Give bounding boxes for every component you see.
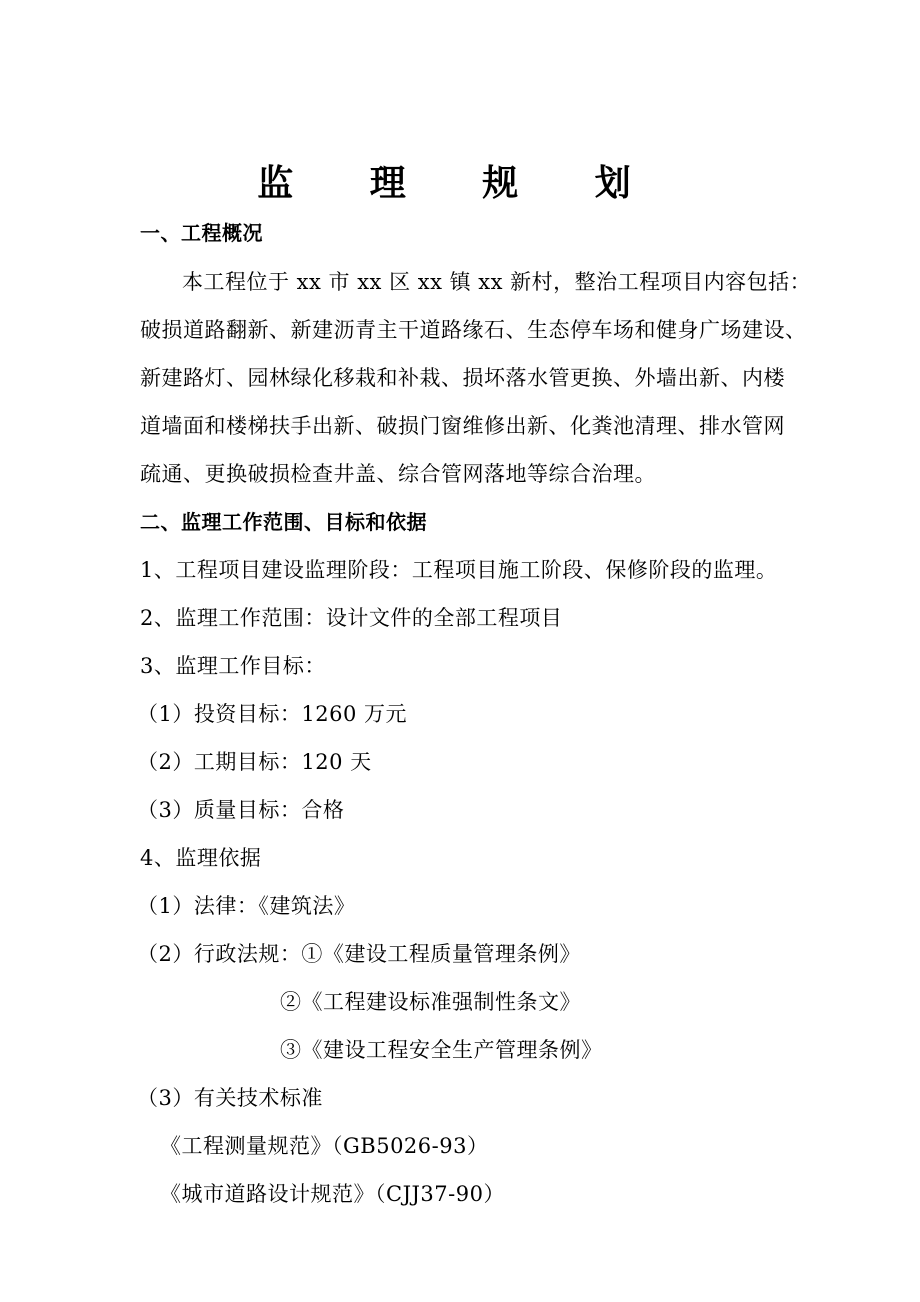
paragraph-line: 道墙面和楼梯扶手出新、破损门窗维修出新、化粪池清理、排水管网 xyxy=(140,414,785,438)
section-heading-scope: 二、监理工作范围、目标和依据 xyxy=(140,510,427,534)
paragraph-line: 破损道路翻新、新建沥青主干道路缘石、生态停车场和健身广场建设、 xyxy=(140,318,807,342)
list-item: 2、监理工作范围：设计文件的全部工程项目 xyxy=(140,606,563,630)
list-item: 4、监理依据 xyxy=(140,846,262,870)
goal-item-schedule: （2）工期目标：120 天 xyxy=(137,750,372,774)
goal-item-quality: （3）质量目标：合格 xyxy=(137,798,345,822)
paragraph-line: 本工程位于 xx 市 xx 区 xx 镇 xx 新村，整治工程项目内容包括： xyxy=(182,270,812,294)
basis-item-standards: （3）有关技术标准 xyxy=(137,1086,323,1110)
document-title: 监 理 规 划 xyxy=(257,163,663,204)
list-item: 1、工程项目建设监理阶段：工程项目施工阶段、保修阶段的监理。 xyxy=(140,558,778,582)
basis-item-regulation-3: ③《建设工程安全生产管理条例》 xyxy=(280,1038,603,1062)
paragraph-line: 新建路灯、园林绿化移栽和补栽、损坏落水管更换、外墙出新、内楼 xyxy=(140,366,785,390)
basis-item-regulation: （2）行政法规：①《建设工程质量管理条例》 xyxy=(137,942,581,966)
section-heading-overview: 一、工程概况 xyxy=(140,221,263,245)
standard-item: 《城市道路设计规范》（CJJ37-90） xyxy=(160,1182,505,1206)
list-item: 3、监理工作目标： xyxy=(140,654,326,678)
basis-item-regulation-2: ②《工程建设标准强制性条文》 xyxy=(280,990,581,1014)
paragraph-line: 疏通、更换破损检查井盖、综合管网落地等综合治理。 xyxy=(140,462,656,486)
standard-item: 《工程测量规范》（GB5026-93） xyxy=(160,1134,489,1158)
goal-item-investment: （1）投资目标：1260 万元 xyxy=(137,702,407,726)
basis-item-law: （1）法律：《建筑法》 xyxy=(137,894,356,918)
